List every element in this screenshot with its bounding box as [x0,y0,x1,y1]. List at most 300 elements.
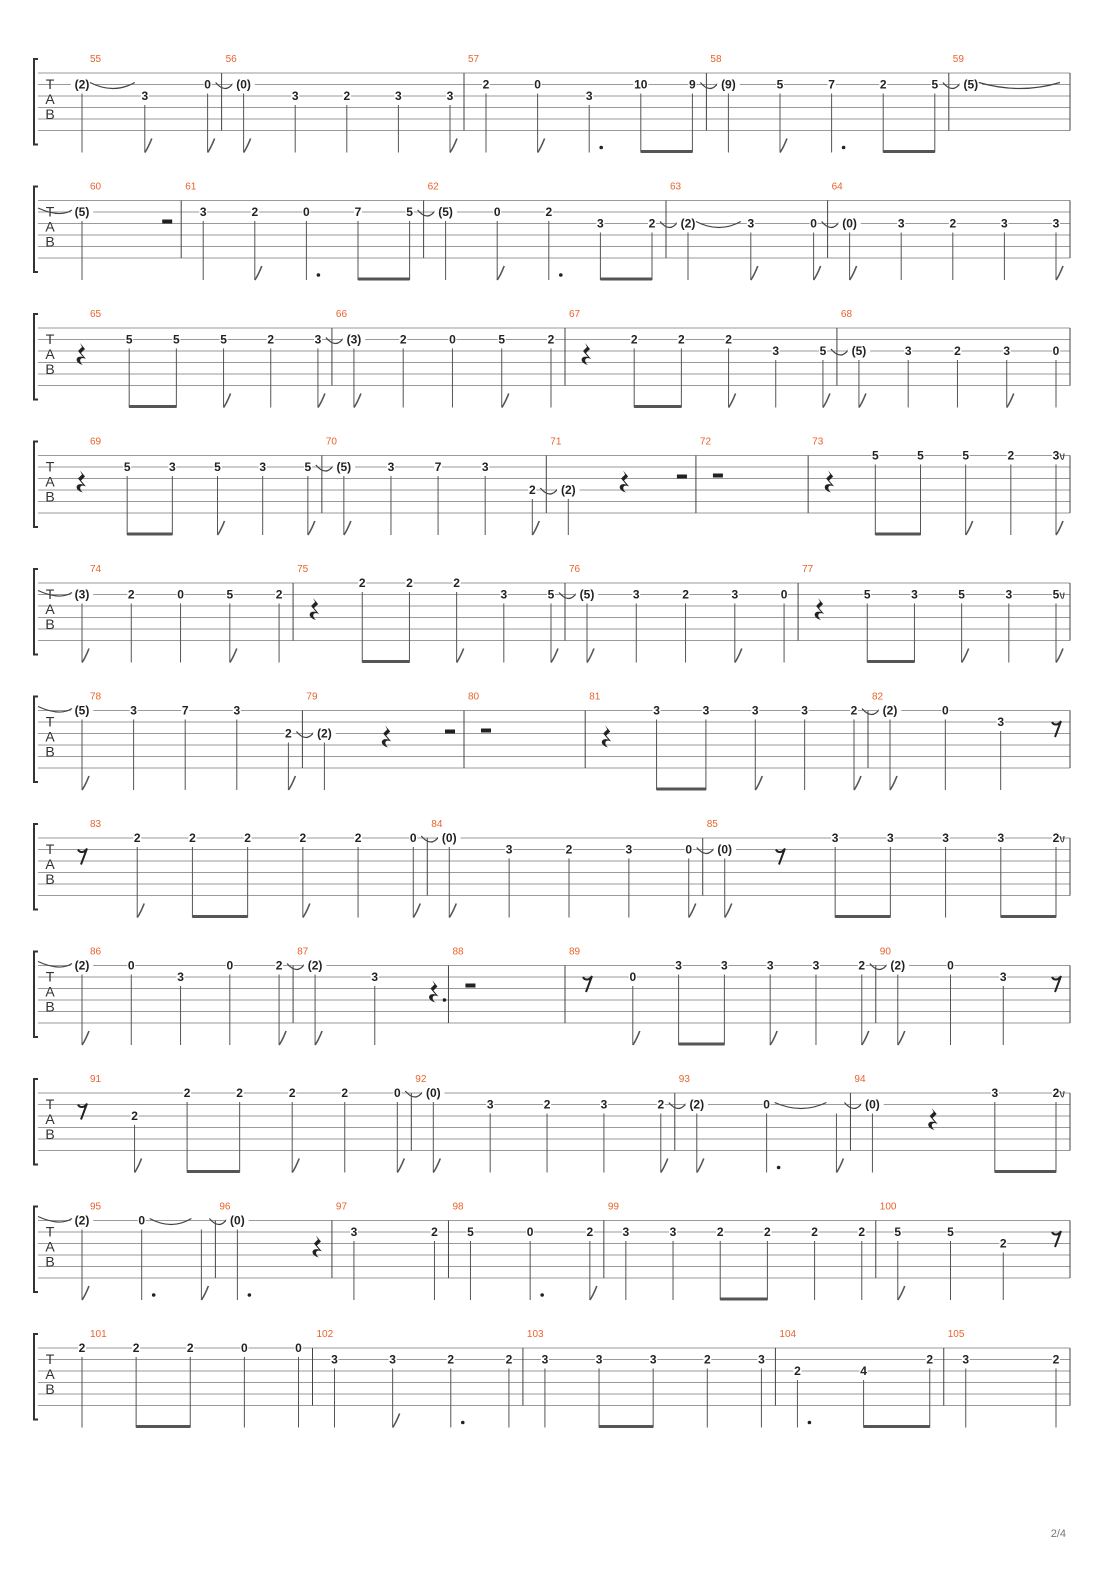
tie [216,83,234,89]
fret-number: 0 [780,587,788,602]
bar-number: 59 [952,54,964,65]
fret-number: 4 [860,1364,867,1378]
tie [150,1219,192,1225]
note-flag [590,1286,597,1300]
fret-number: 3 [962,1352,970,1367]
fret-number: 2 [858,1225,866,1239]
fret-number: (0) [236,77,251,92]
tab-clef-letter: B [45,1126,55,1142]
note-flag [725,904,732,918]
note-flag [201,1286,208,1300]
bar-number: 96 [219,1201,231,1213]
tie [943,83,961,89]
fret-number: 3 [831,831,839,845]
fret-number: 5 [962,448,970,463]
tab-system [34,182,1070,281]
note-flag [1056,266,1063,280]
fret-number: (5) [851,344,867,358]
fret-number: 5 [863,587,871,602]
note-flag [224,394,231,408]
bar-number: 84 [431,819,443,830]
rest-quarter [825,471,834,493]
bar-number: 70 [325,436,337,448]
fret-number: 0 [393,1086,401,1100]
note-flag [862,1031,869,1045]
fret-number: 3 [772,344,780,358]
fret-number: 2 [1007,448,1015,463]
fret-number: 2 [794,1364,801,1378]
tie [660,222,678,228]
fret-number: 3 [141,89,149,103]
tie [38,707,72,713]
note-flag [450,139,457,153]
fret-number: (2) [307,958,323,973]
bar-number: 56 [225,54,237,65]
bar-number: 95 [90,1201,102,1213]
fret-number: 0 [449,332,456,347]
fret-number: 2 [543,1097,551,1112]
note-flag [457,649,464,663]
bar-number: 101 [90,1329,107,1340]
fret-number: 3 [731,587,739,602]
fret-number: 2 [267,332,275,347]
bar-number: 91 [90,1074,102,1085]
bar-number: 99 [607,1201,619,1213]
fret-number: 3 [130,703,137,718]
fret-number: 3 [1052,216,1060,231]
rest-half [445,730,455,734]
system-bracket [34,697,38,783]
fret-number: 3 [500,587,508,602]
bar-number: 90 [879,946,891,958]
fret-number: 0 [1052,344,1060,358]
bar-number: 65 [90,309,102,320]
bar-number: 78 [90,691,102,703]
fret-number: 2 [630,332,638,347]
fret-number: 3 [1003,344,1011,358]
fret-number: 3 [801,703,808,718]
rest-half [677,475,687,479]
rest-eighth [1052,721,1061,737]
fret-number: 3 [259,460,267,474]
note-flag [393,1414,400,1428]
rest-quarter [429,981,438,1003]
fret-number: (0) [441,831,457,845]
fret-number: 3 [751,703,759,718]
note-flag [633,1031,640,1045]
note-flag [780,139,787,153]
tie [862,709,880,715]
tie [822,222,840,228]
tab-system [34,947,1070,1046]
fret-number: (3) [74,587,90,602]
tab-system [34,692,1070,791]
fret-number: 2 [678,332,685,347]
tie [1060,836,1064,842]
fret-number: 2 [565,842,573,857]
fret-number: 0 [127,958,135,973]
note-flag [1056,521,1063,535]
dot [461,1421,465,1425]
tab-system [34,1329,1070,1428]
fret-number: (0) [425,1086,441,1100]
tab-system [34,564,1070,663]
fret-number: 0 [629,970,637,984]
bar-number: 67 [569,309,581,320]
bar-number: 72 [699,436,712,448]
tab-clef-letter: T [45,203,55,220]
fret-number: 3 [389,1352,396,1367]
fret-number: 2 [288,1086,296,1100]
fret-number: 5 [498,332,506,347]
note-flag [433,1159,440,1173]
rest-whole [713,474,723,478]
bar-number: 97 [335,1201,348,1213]
tab-clef-letter: A [45,601,55,617]
fret-number: 0 [534,77,541,92]
tie [326,338,344,344]
tie [559,593,577,599]
fret-number: (5) [74,205,90,219]
fret-number: 3 [904,344,912,358]
fret-number: 3 [999,970,1007,984]
rest-eighth [583,976,592,992]
fret-number: 3 [632,587,640,602]
fret-number: (2) [74,1213,90,1228]
fret-number: 3 [387,460,395,474]
tab-clef-letter: T [45,1096,55,1112]
fret-number: 0 [226,958,234,973]
tie [697,848,715,854]
tie [38,1217,72,1223]
fret-number: (5) [74,703,90,718]
bar-number: 102 [316,1329,334,1340]
fret-number: 2 [1052,831,1060,845]
tab-clef-letter: B [45,998,55,1015]
fret-number: 0 [947,958,954,973]
fret-number: (0) [230,1213,245,1228]
tab-system [34,54,1070,153]
fret-number: (0) [865,1097,880,1112]
note-flag [397,1159,404,1173]
fret-number: 0 [303,205,310,219]
bar-number: 71 [550,436,562,448]
fret-number: (2) [882,703,898,718]
tab-clef-letter: A [45,473,55,490]
note-flag [218,521,225,535]
fret-number: 3 [597,216,604,231]
note-flag [82,1031,89,1045]
tab-clef-letter: A [45,91,55,107]
fret-number: 5 [1052,587,1060,602]
fret-number: 2 [275,958,283,973]
fret-number: 3 [675,958,682,973]
tie [1060,593,1064,599]
bar-number: 92 [415,1074,427,1085]
rest-quarter [77,471,86,493]
tie [844,1103,862,1109]
bar-number: 80 [468,691,480,703]
note-flag [244,139,251,153]
fret-number: (9) [721,77,736,92]
system-bracket [34,569,38,655]
fret-number: 0 [493,205,501,219]
tab-clef-letter: A [45,728,55,745]
fret-number: 5 [173,332,180,347]
bar-number: 87 [297,946,309,958]
tie [38,208,72,214]
tab-system [34,1202,1070,1301]
tab-clef-letter: B [45,106,55,122]
fret-number: 3 [758,1352,765,1367]
fret-number: 2 [285,726,292,741]
fret-number: 3 [600,1097,608,1112]
rest-eighth [1052,1231,1061,1247]
note-flag [303,904,310,918]
fret-number: 3 [721,958,728,973]
fret-number: 3 [653,703,660,718]
fret-number: 5 [894,1225,902,1239]
rest-eighth [78,1104,87,1120]
bar-number: 69 [90,436,102,448]
fret-number: 2 [399,332,407,347]
fret-number: (2) [74,958,90,973]
tab-clef-letter: A [45,1111,55,1127]
system-bracket [34,314,38,400]
tie [540,488,558,494]
fret-number: 2 [341,1086,349,1100]
note-flag [230,649,237,663]
rest-whole [465,984,475,988]
tab-clef-letter: A [45,1366,55,1382]
tab-clef-letter: T [45,331,55,347]
bar-number: 77 [802,564,814,575]
fret-number: 3 [505,842,513,857]
rest-quarter [815,598,824,620]
tab-clef-letter: B [45,361,55,377]
fret-number: 2 [858,958,866,973]
note-flag [135,1159,142,1173]
fret-number: 2 [954,344,961,358]
fret-number: 2 [132,1341,140,1355]
note-flag [966,521,973,535]
fret-number: 0 [241,1341,248,1355]
fret-number: 10 [634,77,648,92]
note-flag [755,776,762,790]
fret-number: 5 [931,77,939,92]
note-flag [318,394,325,408]
note-flag [551,649,558,663]
tie [90,83,135,89]
fret-number: 2 [78,1341,86,1355]
fret-number: 2 [1052,1086,1060,1100]
tie [669,1103,687,1109]
page-number: 2/4 [1050,1528,1066,1540]
note-flag [413,904,420,918]
system-bracket [34,952,38,1038]
dot [317,273,321,277]
fret-number: 3 [887,831,894,845]
fret-number: 2 [189,831,196,845]
rest-eighth [776,849,785,865]
note-flag [344,521,351,535]
tie [296,732,314,738]
bar-number: 68 [840,309,853,320]
note-flag [890,776,897,790]
fret-number: 3 [199,205,207,219]
fret-number: 3 [595,1352,603,1367]
fret-number: 3 [702,703,710,718]
note-flag [859,394,866,408]
bar-number: 93 [678,1074,690,1085]
note-flag [82,1286,89,1300]
bar-number: 103 [526,1329,544,1340]
note-flag [255,266,262,280]
rest-quarter [928,1108,937,1130]
system-bracket [34,442,38,528]
rest-quarter [620,471,629,493]
note-flag [661,1159,668,1173]
tab-clef-letter: B [45,1381,55,1397]
note-flag [697,1159,704,1173]
dot [808,1421,812,1425]
tab-clef-letter: B [45,616,55,632]
fret-number: 2 [406,576,413,590]
fret-number: 5 [226,587,234,602]
note-flag [689,904,696,918]
fret-number: 2 [725,332,732,347]
rest-quarter [602,726,611,748]
note-flag [502,394,509,408]
note-flag [449,904,456,918]
bar-number: 61 [185,181,197,193]
note-flag [292,1159,299,1173]
rest-whole [481,729,491,733]
bar-number: 83 [90,819,102,830]
tie [775,1103,827,1109]
tie [421,836,439,842]
bar-number: 85 [706,819,718,830]
note-flag [751,266,758,280]
bar-number: 66 [335,309,348,320]
fret-number: 5 [819,344,827,358]
fret-number: 0 [177,587,184,602]
fret-number: 0 [810,216,817,231]
fret-number: (2) [680,216,696,231]
note-flag [315,1031,322,1045]
fret-number: 0 [409,831,417,845]
note-flag [82,649,89,663]
fret-number: 3 [997,715,1005,729]
system-bracket [34,1334,38,1420]
fret-number: (2) [317,726,332,741]
tab-clef-letter: T [45,841,55,857]
rest-quarter [582,343,591,365]
dot [540,1293,544,1297]
fret-number: 9 [689,77,696,92]
bar-number: 76 [569,564,581,575]
tab-clef-letter: B [45,233,55,250]
fret-number: 3 [669,1225,677,1239]
fret-number: 2 [299,831,307,845]
fret-number: 5 [871,448,879,463]
bar-number: 89 [569,946,581,958]
tie [979,83,1060,89]
fret-number: 0 [941,703,949,718]
fret-number: (5) [438,205,453,219]
fret-number: 2 [545,205,553,219]
tab-clef-letter: T [45,76,55,92]
tie [287,964,305,970]
fret-number: 3 [1052,448,1060,463]
tab-clef-letter: T [45,458,55,475]
fret-number: 2 [716,1225,724,1239]
fret-number: 2 [354,831,362,845]
fret-number: 5 [214,460,221,474]
note-flag [814,266,821,280]
dot [248,1293,252,1297]
fret-number: 2 [343,89,351,103]
fret-number: 3 [291,89,299,103]
fret-number: 5 [547,587,555,602]
bar-number: 88 [452,946,464,958]
note-flag [587,649,594,663]
fret-number: 2 [682,587,689,602]
fret-number: 3 [649,1352,657,1367]
bar-number: 82 [872,691,884,703]
tie [696,222,741,228]
fret-number: 5 [947,1225,954,1239]
tie [209,1219,227,1225]
note-flag [898,1031,905,1045]
tab-clef-letter: A [45,983,55,1000]
dot [842,146,846,150]
fret-number: 3 [942,831,949,845]
note-flag [288,776,295,790]
fret-number: (5) [963,77,979,92]
tab-clef-letter: A [45,218,55,235]
bar-number: 79 [306,691,318,703]
tie [405,1091,423,1097]
fret-number: 5 [123,460,131,474]
fret-number: (0) [842,216,857,231]
note-flag [770,1031,777,1045]
fret-number: 7 [434,460,442,474]
fret-number: 2 [505,1352,513,1367]
tie [700,83,718,89]
bar-number: 73 [812,436,824,448]
bar-number: 75 [297,564,309,575]
system-bracket [34,824,38,910]
fret-number: 2 [879,77,887,92]
tie [831,349,849,355]
fret-number: 2 [703,1352,711,1367]
tie [870,964,888,970]
note-flag [497,266,504,280]
bar-number: 74 [90,564,102,575]
fret-number: (2) [74,77,90,92]
tab-clef-letter: A [45,346,55,362]
note-flag [823,394,830,408]
fret-number: 2 [127,587,135,602]
bar-number: 81 [589,691,601,703]
fret-number: 3 [897,216,905,231]
note-flag [532,521,539,535]
fret-number: 2 [648,216,656,231]
fret-number: 2 [926,1352,934,1367]
tab-clef-letter: B [45,1253,55,1270]
fret-number: 2 [447,1352,455,1367]
